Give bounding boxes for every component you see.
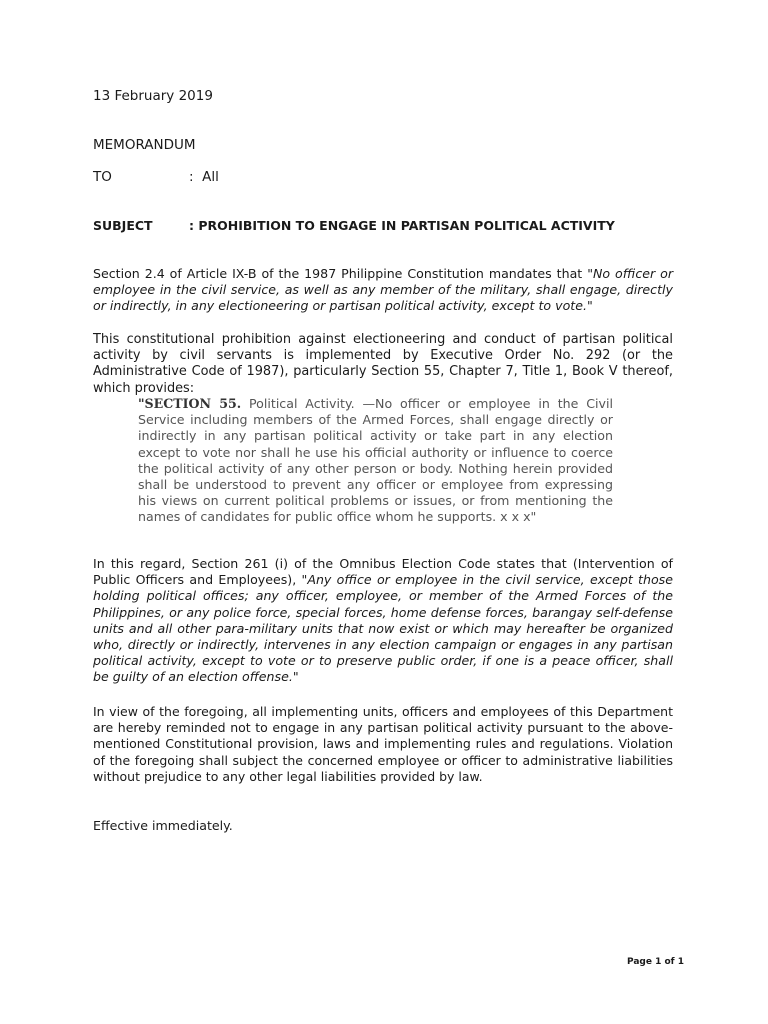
paragraph-constitution-quote: "No officer or employee in the civil service, as well as any member of the military, shall engage, directly or indirectly, in any electioneering or partisan political activity, except to vote." <box>93 266 673 314</box>
subject-value: PROHIBITION TO ENGAGE IN PARTISAN POLITICAL ACTIVITY <box>198 218 615 233</box>
paragraph-constitution-text: Section 2.4 of Article IX-B of the 1987 Philippine Constitution mandates that <box>93 266 588 281</box>
paragraph-effective: Effective immediately. <box>93 818 233 833</box>
memo-date: 13 February 2019 <box>93 88 213 104</box>
paragraph-constitution <box>93 266 673 315</box>
memo-heading: MEMORANDUM <box>93 137 196 153</box>
to-label: TO <box>93 169 112 185</box>
section-55-heading: "SECTION 55. <box>138 396 242 411</box>
paragraph-election-code-quote: "Any office or employee in the civil service, except those holding political offices; any officer, employee, or member of the Armed Forces of the Philippines, or any police force, special forces, home defense forces, barangay self-defense units and all other para-military units that now exist or which may hereafter be organized who, directly or indirectly, intervenes in any election campaign or engages in any partisan political activity, except to vote or to preserve public order, if one is a peace officer, shall be guilty of an election offense." <box>93 572 673 685</box>
page-number: Page 1 of 1 <box>627 957 684 967</box>
to-line <box>93 169 693 185</box>
subject-label: SUBJECT <box>93 218 153 233</box>
paragraph-executive-order: This constitutional prohibition against electioneering and conduct of partisan political activity by civil servants is implemented by Executive Order No. 292 (or the Administrative Code of 1987), particularly Section 55, Chapter 7, Title 1, Book V thereof, which provides: <box>93 332 673 396</box>
subject-line <box>93 218 693 233</box>
paragraph-reminder: In view of the foregoing, all implementing units, officers and employees of this Department are hereby reminded not to engage in any partisan political activity pursuant to the above-mentioned Constitutional provision, laws and implementing rules and regulations. Violation of the foregoing shall subject the concerned employee or officer to administrative liabilities without prejudice to any other legal liabilities provided by law. <box>93 704 673 784</box>
to-value: All <box>202 169 219 185</box>
paragraph-election-code-text: In this regard, Section 261 (i) of the Omnibus Election Code states that (Intervention of Public Officers and Employees), <box>93 556 673 588</box>
paragraph-election-code <box>93 556 673 686</box>
subject-separator: : <box>189 218 194 233</box>
section-55-text: Political Activity. —No officer or employee in the Civil Service including members of the Armed Forces, shall engage directly or indirectly in any partisan political activity or take part in any election except to vote nor shall he use his official authority or influence to coerce the political activity of any other person or body. Nothing herein provided shall be understood to prevent any officer or employee from expressing his views on current political problems or issues, or from mentioning the names of candidates for public office whom he supports. x x x" <box>138 396 613 525</box>
to-separator: : <box>189 169 194 185</box>
section-55-quote <box>138 396 613 526</box>
